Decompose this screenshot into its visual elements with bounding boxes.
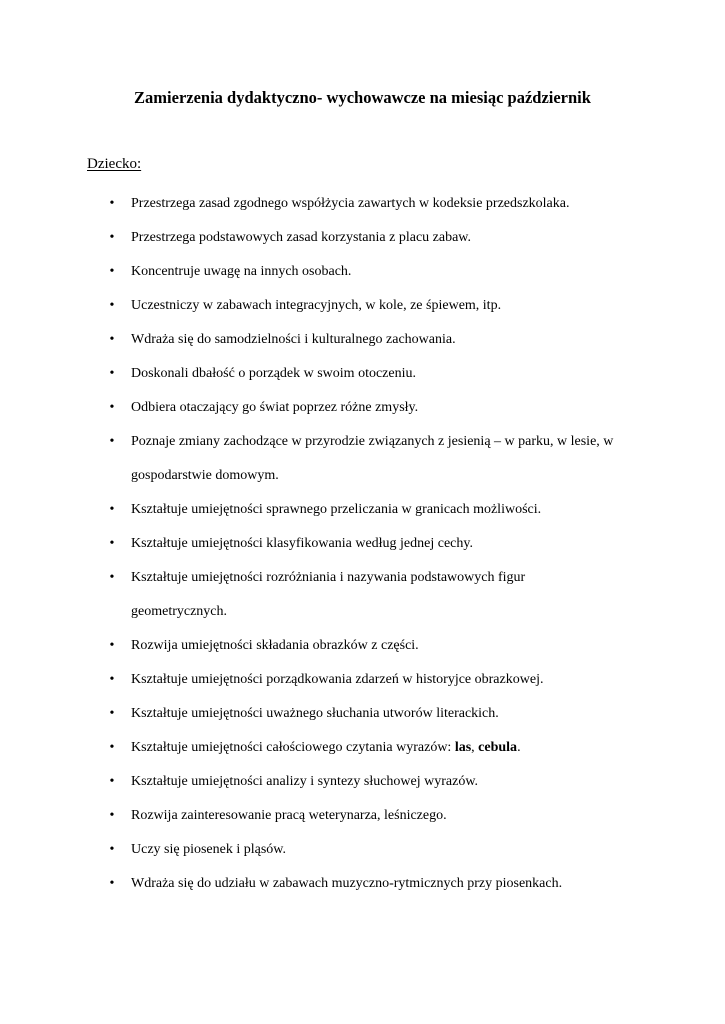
bold-word-cebula: cebula: [478, 740, 518, 755]
bullet-icon: •: [109, 196, 115, 211]
list-item-text: Kształtuje umiejętności sprawnego przeliczania w granicach możliwości.: [131, 502, 542, 517]
list-item-text: Kształtuje umiejętności uważnego słuchania utworów literackich.: [131, 706, 499, 721]
bullet-icon: •: [109, 842, 115, 857]
list-item-text-line-1: Kształtuje umiejętności rozróżniania i nazywania podstawowych figur: [131, 570, 526, 585]
list-item-text: Wdraża się do udziału w zabawach muzyczno-rytmicznych przy piosenkach.: [131, 876, 563, 891]
bullet-icon: •: [109, 400, 115, 415]
list-item: [0, 221, 725, 255]
list-item-text: Kształtuje umiejętności klasyfikowania według jednej cechy.: [131, 536, 473, 551]
bullet-icon: •: [109, 230, 115, 245]
bold-word-las: las: [454, 740, 472, 755]
bullet-icon: •: [109, 366, 115, 381]
bullet-icon: •: [109, 740, 115, 755]
goals-list: [0, 187, 725, 901]
list-item-text: Kształtuje umiejętności porządkowania zdarzeń w historyjce obrazkowej.: [131, 672, 544, 687]
list-item-text-line-1: Poznaje zmiany zachodzące w przyrodzie związanych z jesienią – w parku, w lesie, w: [131, 434, 614, 449]
bullet-icon: •: [109, 502, 115, 517]
list-item: [0, 357, 725, 391]
bullet-icon: •: [109, 808, 115, 823]
list-item: [0, 731, 725, 765]
list-item-text: Odbiera otaczający go świat poprzez różne zmysły.: [131, 400, 419, 415]
list-item-text: Uczy się piosenek i pląsów.: [131, 842, 286, 857]
list-item: [0, 187, 725, 221]
word-separator: ,: [471, 740, 479, 755]
list-item-text-line-2: gospodarstwie domowym.: [131, 468, 279, 483]
list-item: [0, 323, 725, 357]
bullet-icon: •: [109, 672, 115, 687]
list-item: [0, 289, 725, 323]
bullet-icon: •: [109, 570, 115, 585]
bullet-icon: •: [109, 332, 115, 347]
list-item: [0, 527, 725, 561]
list-item-text: Doskonali dbałość o porządek w swoim otoczeniu.: [131, 366, 416, 381]
list-item: [0, 425, 725, 493]
list-item: [0, 255, 725, 289]
bullet-icon: •: [109, 536, 115, 551]
list-item: [0, 493, 725, 527]
bullet-icon: •: [109, 264, 115, 279]
list-item: [0, 561, 725, 629]
bullet-icon: •: [109, 706, 115, 721]
list-item-text: Przestrzega podstawowych zasad korzystania z placu zabaw.: [131, 230, 471, 245]
list-item-text: Rozwija umiejętności składania obrazków z części.: [131, 638, 419, 653]
bullet-icon: •: [109, 876, 115, 891]
list-item: [0, 391, 725, 425]
list-item: [0, 663, 725, 697]
list-item: [0, 833, 725, 867]
list-item-text: Kształtuje umiejętności analizy i syntezy słuchowej wyrazów.: [131, 774, 479, 789]
list-item-text-line-2: geometrycznych.: [131, 604, 228, 619]
list-item-text: Koncentruje uwagę na innych osobach.: [131, 264, 352, 279]
list-item-text: Rozwija zainteresowanie pracą weterynarza, leśniczego.: [131, 808, 447, 823]
list-item-text: Kształtuje umiejętności całościowego czytania wyrazów:: [131, 740, 455, 755]
document-title: Zamierzenia dydaktyczno- wychowawcze na miesiąc październik: [134, 88, 591, 107]
list-item: [0, 697, 725, 731]
list-item-text: Uczestniczy w zabawach integracyjnych, w kole, ze śpiewem, itp.: [131, 298, 502, 313]
list-item-text: Wdraża się do samodzielności i kulturalnego zachowania.: [131, 332, 456, 347]
section-heading: Dziecko:: [87, 156, 142, 172]
bullet-icon: •: [109, 298, 115, 313]
sentence-end: .: [517, 740, 521, 755]
list-item-text: Przestrzega zasad zgodnego współżycia zawartych w kodeksie przedszkolaka.: [131, 196, 570, 211]
bullet-icon: •: [109, 774, 115, 789]
list-item: [0, 799, 725, 833]
bullet-icon: •: [109, 434, 115, 449]
bullet-icon: •: [109, 638, 115, 653]
list-item: [0, 629, 725, 663]
list-item: [0, 867, 725, 901]
list-item: [0, 765, 725, 799]
